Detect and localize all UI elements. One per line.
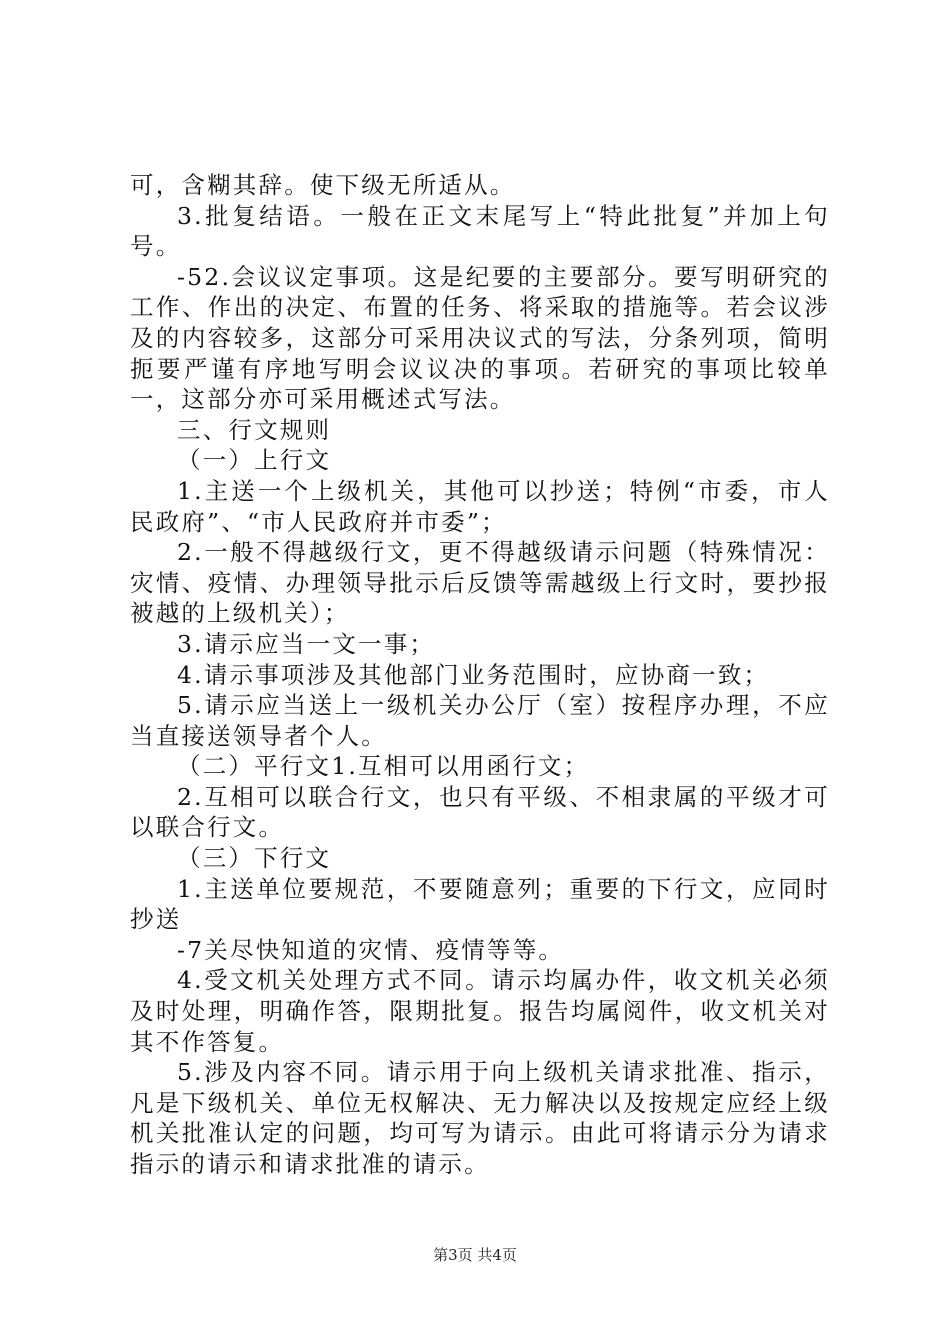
subsection-heading: （二）平行文1.互相可以用函行文； [177,752,590,781]
list-item: 1.主送单位要规范，不要随意列；重要的下行文，应同时抄送 [130,874,830,934]
paragraph: 可，含糊其辞。使下级无所适从。 [130,171,516,199]
subsection-heading: （一）上行文 [177,446,332,475]
list-item: 2.一般不得越级行文，更不得越级请示问题（特殊情况：灾情、疫情、办理领导批示后反馈等需越级上行文时，要抄报被越的上级机关）； [130,538,830,628]
list-item: 4.请示事项涉及其他部门业务范围时，应协商一致； [177,660,770,689]
list-item: 5.涉及内容不同。请示用于向上级机关请求批准、指示，凡是下级机关、单位无权解决、无力解决以及按规定应经上级机关批准认定的问题，均可写为请示。由此可将请示分为请求指示的请示和请求批准的请示。 [130,1058,830,1178]
page-footer: 第3页 共4页 [433,1246,517,1264]
document-body [130,170,830,1180]
subsection-heading: （三）下行文 [177,844,332,873]
paragraph: -52.会议议定事项。这是纪要的主要部分。要写明研究的工作、作出的决定、布置的任务、将采取的措施等。若会议涉及的内容较多，这部分可采用决议式的写法，分条列项，简明扼要严谨有序地写明会议议决的事项。若研究的事项比较单一，这部分亦可采用概述式写法。 [130,262,830,414]
list-item: 5.请示应当送上一级机关办公厅（室）按程序办理，不应当直接送领导者个人。 [130,691,830,750]
paragraph: -7关尽快知道的灾情、疫情等等。 [177,935,565,964]
list-item: 2.互相可以联合行文，也只有平级、不相隶属的平级才可以联合行文。 [130,782,830,842]
list-item: 1.主送一个上级机关，其他可以抄送；特例“市委，市人民政府”、“市人民政府并市委”； [130,476,830,536]
list-item: 3.请示应当一文一事； [177,629,436,658]
section-heading: 三、行文规则 [177,415,332,444]
paragraph: 3.批复结语。一般在正文末尾写上“特此批复”并加上句号。 [130,201,830,261]
list-item: 4.受文机关处理方式不同。请示均属办件，收文机关必须及时处理，明确作答，限期批复。报告均属阅件，收文机关对其不作答复。 [130,966,830,1056]
